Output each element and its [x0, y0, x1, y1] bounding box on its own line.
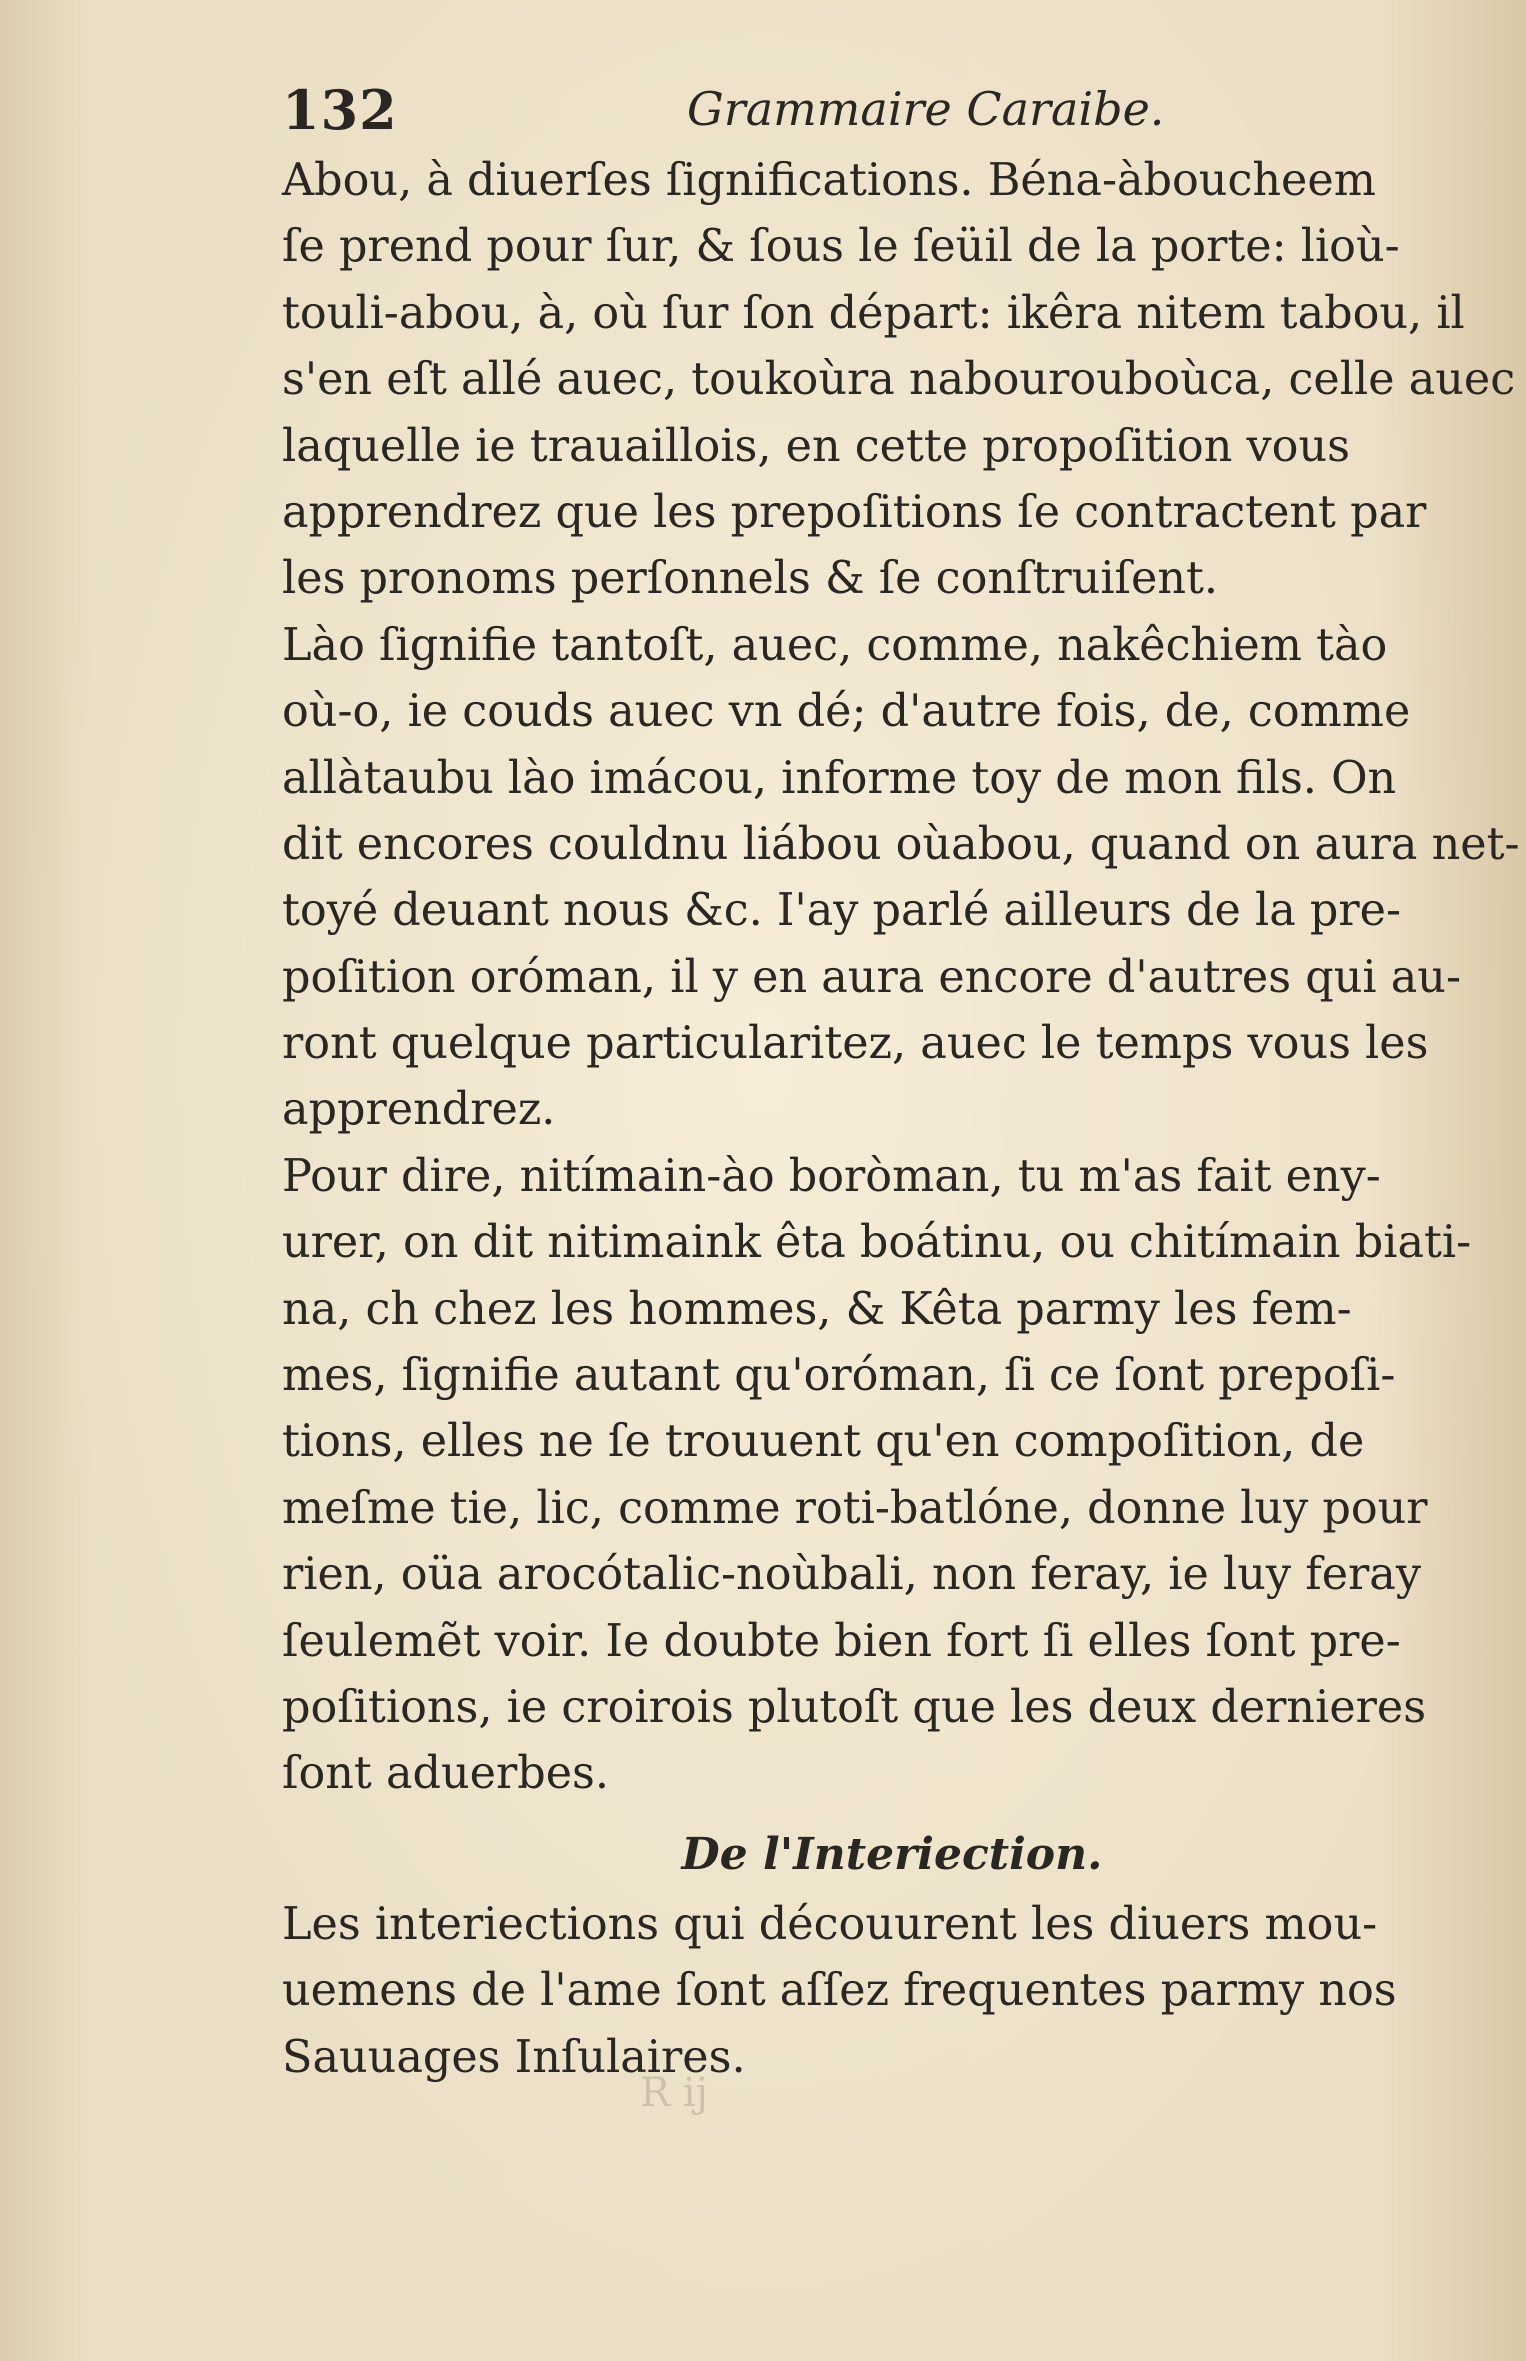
text-line: les pronoms perſonnels & ſe conſtruiſent.: [282, 553, 1219, 605]
closing-paragraph: [282, 1892, 1502, 2091]
text-line: apprendrez que les prepoſitions ſe contractent par: [282, 486, 1427, 538]
text-line: poſition oróman, il y en aura encore d'autres qui au-: [282, 951, 1461, 1003]
text-line: Lào ſignifie tantoſt, auec, comme, nakêchiem tào: [282, 619, 1388, 671]
text-line: ſont aduerbes.: [282, 1748, 610, 1800]
text-line: apprendrez.: [282, 1084, 556, 1136]
text-line: na, ch chez les hommes, & Kêta parmy les fem-: [282, 1283, 1352, 1335]
signature-mark: R ij: [640, 2070, 709, 2116]
text-line: Sauuages Inſulaires.: [282, 2031, 746, 2083]
text-line: toyé deuant nous &c. I'ay parlé ailleurs de la pre-: [282, 885, 1402, 937]
text-line: où-o, ie couds auec vn dé; d'autre fois, de, comme: [282, 686, 1411, 738]
text-line: Les interiections qui découurent les diuers mou-: [282, 1899, 1378, 1950]
text-line: ſe prend pour ſur, & ſous le ſeüil de la porte: lioù-: [282, 221, 1400, 273]
text-line: tions, elles ne ſe trouuent qu'en compoſition, de: [282, 1416, 1365, 1468]
text-line: mes, ſignifie autant qu'oróman, ſi ce ſont prepoſi-: [282, 1350, 1396, 1402]
body-text: [282, 148, 1520, 1808]
text-line: s'en eſt allé auec, toukoùra nabourouboùca, celle auec: [282, 354, 1516, 406]
running-head: Grammaire Caraibe.: [687, 82, 1165, 136]
page-header: [282, 78, 1492, 148]
section-heading: De l'Interiection.: [681, 1829, 1103, 1880]
page-number: 132: [282, 78, 398, 142]
text-line: Pour dire, nitímain-ào boròman, tu m'as fait eny-: [282, 1150, 1381, 1202]
text-line: uemens de l'ame ſont aſſez frequentes parmy nos: [282, 1965, 1397, 2017]
text-line: rien, oüa arocótalic-noùbali, non feray, ie luy feray: [282, 1549, 1421, 1601]
text-line: allàtaubu lào imácou, informe toy de mon fils. On: [282, 752, 1397, 804]
text-line: touli-abou, à, où ſur ſon départ: ikêra nitem tabou, il: [282, 287, 1465, 339]
text-line: laquelle ie trauaillois, en cette propoſition vous: [282, 420, 1350, 472]
text-line: urer, on dit nitimaink êta boátinu, ou chitímain biati-: [282, 1217, 1472, 1269]
text-line: ſeulemẽt voir. Ie doubte bien fort ſi elles ſont pre-: [282, 1615, 1401, 1667]
text-line: ront quelque particularitez, auec le temps vous les: [282, 1018, 1429, 1070]
text-line: dit encores couldnu liábou oùabou, quand on aura net-: [282, 818, 1520, 870]
text-line: Abou, à diuerſes ſignifications. Béna-àboucheem: [282, 155, 1376, 206]
text-line: meſme tie, lic, comme roti-batlóne, donne luy pour: [282, 1482, 1428, 1534]
text-line: poſitions, ie croirois plutoſt que les deux dernieres: [282, 1681, 1427, 1733]
